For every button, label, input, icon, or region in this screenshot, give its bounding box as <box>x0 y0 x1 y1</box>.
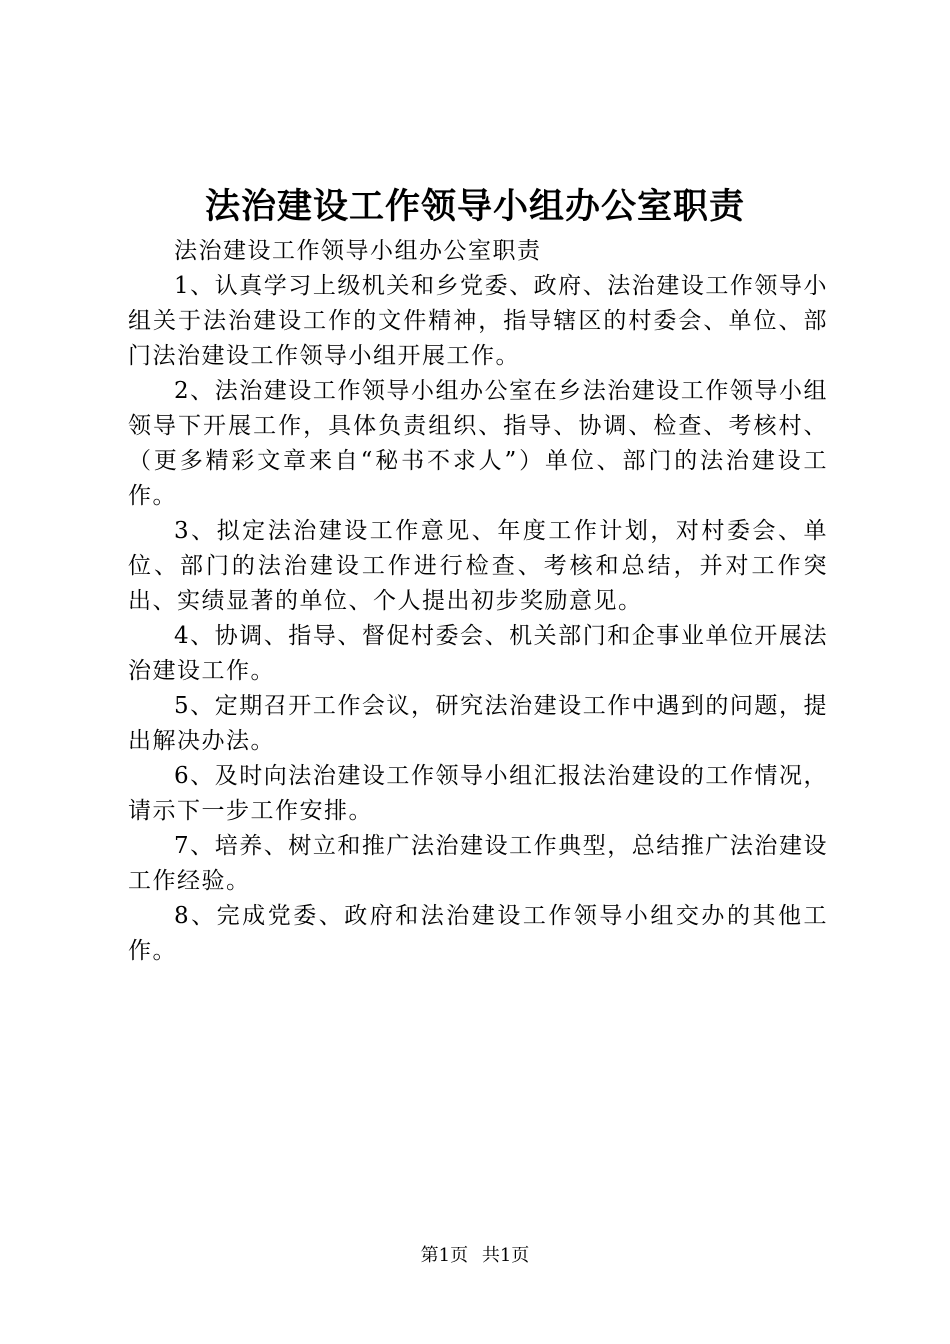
paragraph-4: 4、协调、指导、督促村委会、机关部门和企事业单位开展法治建设工作。 <box>128 623 828 684</box>
page-footer <box>0 1244 950 1268</box>
paragraph-8: 8、完成党委、政府和法治建设工作领导小组交办的其他工作。 <box>128 903 828 964</box>
paragraph-7: 7、培养、树立和推广法治建设工作典型，总结推广法治建设工作经验。 <box>128 833 828 894</box>
paragraph-3: 3、拟定法治建设工作意见、年度工作计划，对村委会、单位、部门的法治建设工作进行检查、考核和总结，并对工作突出、实绩显著的单位、个人提出初步奖励意见。 <box>128 518 828 614</box>
page-number-total: 共1页 <box>481 1245 530 1266</box>
page-number-current: 第1页 <box>420 1245 469 1266</box>
document-title: 法治建设工作领导小组办公室职责 <box>204 186 745 227</box>
document-subtitle: 法治建设工作领导小组办公室职责 <box>174 238 542 264</box>
paragraph-1: 1、认真学习上级机关和乡党委、政府、法治建设工作领导小组关于法治建设工作的文件精神，指导辖区的村委会、单位、部门法治建设工作领导小组开展工作。 <box>128 273 828 369</box>
paragraph-6: 6、及时向法治建设工作领导小组汇报法治建设的工作情况，请示下一步工作安排。 <box>128 763 828 824</box>
paragraph-2: 2、法治建设工作领导小组办公室在乡法治建设工作领导小组领导下开展工作，具体负责组织、指导、协调、检查、考核村、（更多精彩文章来自“秘书不求人”）单位、部门的法治建设工作。 <box>128 378 828 509</box>
paragraph-5: 5、定期召开工作会议，研究法治建设工作中遇到的问题，提出解决办法。 <box>128 693 828 754</box>
document-body <box>128 234 828 969</box>
